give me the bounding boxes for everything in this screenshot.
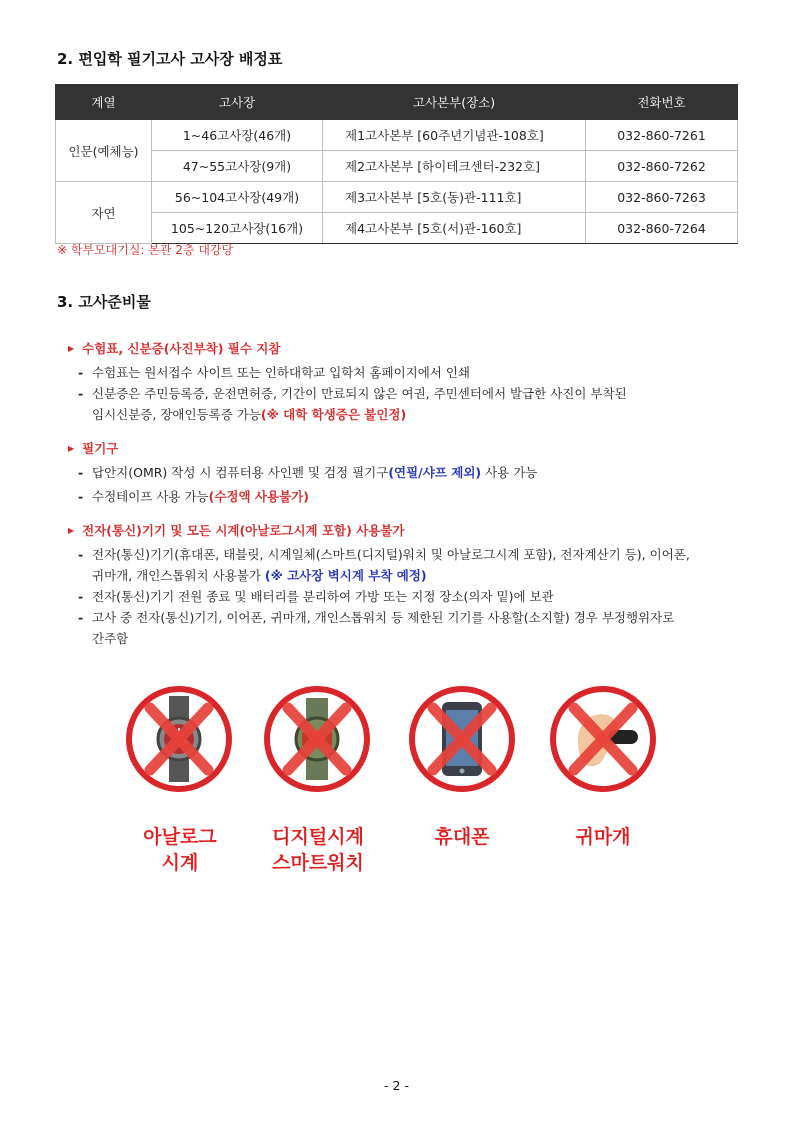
table-row — [56, 120, 738, 151]
header-hq: 고사본부(장소) — [323, 85, 586, 120]
preparation-list — [68, 338, 728, 662]
parent-waiting-room-note: ※ 학부모대기실: 본관 2층 대강당 — [57, 243, 234, 257]
prep-item-title-text: 수험표, 신분증(사진부착) 필수 지참 — [82, 341, 281, 356]
prep-group — [68, 338, 728, 425]
bullet-text: 귀마개, 개인스톱워치 사용불가 — [92, 568, 265, 583]
table-row — [56, 151, 738, 182]
triangle-bullet-icon: ▶ — [68, 526, 75, 535]
phone-cell: 032-860-7263 — [586, 182, 738, 213]
prep-group — [68, 520, 728, 649]
table-row — [56, 182, 738, 213]
bullet-text: 전자(통신)기기 전원 종료 및 배터리를 분리하여 가방 또는 지정 장소(의자 밑)에 보관 — [92, 589, 554, 604]
room-cell: 47~55고사장(9개) — [152, 151, 323, 182]
list-item — [78, 607, 728, 649]
field-cell: 자연 — [56, 182, 152, 244]
caption-line: 휴대폰 — [434, 826, 490, 848]
prep-group — [68, 438, 728, 507]
header-phone: 전화번호 — [586, 85, 738, 120]
list-item — [78, 462, 728, 483]
room-cell: 1~46고사장(46개) — [152, 120, 323, 151]
caption-line: 귀마개 — [575, 826, 631, 848]
bullet-text: 사용 가능 — [481, 465, 538, 480]
bullet-emphasis: (※ 대학 학생증은 불인정) — [260, 407, 407, 422]
caption-line: 아날로그 — [143, 826, 217, 848]
list-item — [78, 362, 728, 383]
page-number: - 2 - — [384, 1078, 409, 1093]
caption-line: 시계 — [161, 852, 199, 874]
list-item — [78, 486, 728, 507]
caption-line: 디지털시계 — [272, 826, 364, 848]
caption-analog-watch — [110, 824, 250, 876]
hq-cell: 제2고사본부 [하이테크센터-232호] — [323, 151, 586, 182]
caption-earplug — [533, 824, 673, 850]
digital-watch-icon — [262, 684, 372, 794]
hq-cell: 제3고사본부 [5호(동)관-111호] — [323, 182, 586, 213]
bullet-text: 고사 중 전자(통신)기기, 이어폰, 귀마개, 개인스톱워치 등 제한된 기기를 사용할(소지할) 경우 부정행위자로 — [92, 610, 675, 625]
phone-cell: 032-860-7264 — [586, 213, 738, 244]
caption-line: 스마트워치 — [272, 852, 364, 874]
prep-item-title — [68, 338, 728, 361]
bullet-text: 답안지(OMR) 작성 시 컴퓨터용 사인펜 및 검정 필기구 — [92, 465, 389, 480]
bullet-emphasis: (※ 고사장 벽시계 부착 예정) — [264, 568, 427, 583]
list-item — [78, 586, 728, 607]
prep-item-title-text: 전자(통신)기기 및 모든 시계(아날로그시계 포함) 사용불가 — [82, 523, 405, 538]
hq-cell: 제4고사본부 [5호(서)관-160호] — [323, 213, 586, 244]
prep-item-title — [68, 520, 728, 543]
caption-phone — [392, 824, 532, 850]
triangle-bullet-icon: ▶ — [68, 344, 75, 353]
header-field: 계열 — [56, 85, 152, 120]
prep-item-title — [68, 438, 728, 461]
exam-room-table — [55, 84, 738, 244]
table-row — [56, 213, 738, 244]
caption-digital-watch — [248, 824, 388, 876]
list-item — [78, 383, 728, 425]
section-title: 3. 고사준비물 — [57, 293, 151, 311]
bullet-text: 수정테이프 사용 가능 — [92, 489, 209, 504]
bullet-text: 전자(통신)기기(휴대폰, 태블릿, 시계일체(스마트(디지털)워치 및 아날로그시계 포함), 전자계산기 등), 이어폰, — [92, 547, 690, 562]
triangle-bullet-icon: ▶ — [68, 444, 75, 453]
bullet-text: 수험표는 원서접수 사이트 또는 인하대학교 입학처 홈페이지에서 인쇄 — [92, 365, 470, 380]
list-item — [78, 544, 728, 586]
bullet-text: 임시신분증, 장애인등록증 가능 — [92, 407, 261, 422]
table-header-row — [56, 85, 738, 120]
bullet-emphasis: (수정액 사용불가) — [208, 489, 309, 504]
hq-cell: 제1고사본부 [60주년기념관-108호] — [323, 120, 586, 151]
section-title: 2. 편입학 필기고사 고사장 배정표 — [57, 50, 283, 68]
phone-cell: 032-860-7261 — [586, 120, 738, 151]
bullet-text: 신분증은 주민등록증, 운전면허증, 기간이 만료되지 않은 여권, 주민센터에서 발급한 사진이 부착된 — [92, 386, 627, 401]
bullet-emphasis: (연필/샤프 제외) — [388, 465, 482, 480]
prep-item-title-text: 필기구 — [82, 441, 119, 456]
room-cell: 105~120고사장(16개) — [152, 213, 323, 244]
prohibited-items-banner — [124, 684, 664, 884]
room-cell: 56~104고사장(49개) — [152, 182, 323, 213]
analog-watch-icon — [124, 684, 234, 794]
phone-icon — [407, 684, 517, 794]
ear-icon — [548, 684, 658, 794]
field-cell: 인문(예체능) — [56, 120, 152, 182]
header-room: 고사장 — [152, 85, 323, 120]
phone-cell: 032-860-7262 — [586, 151, 738, 182]
bullet-text: 간주함 — [92, 631, 129, 646]
